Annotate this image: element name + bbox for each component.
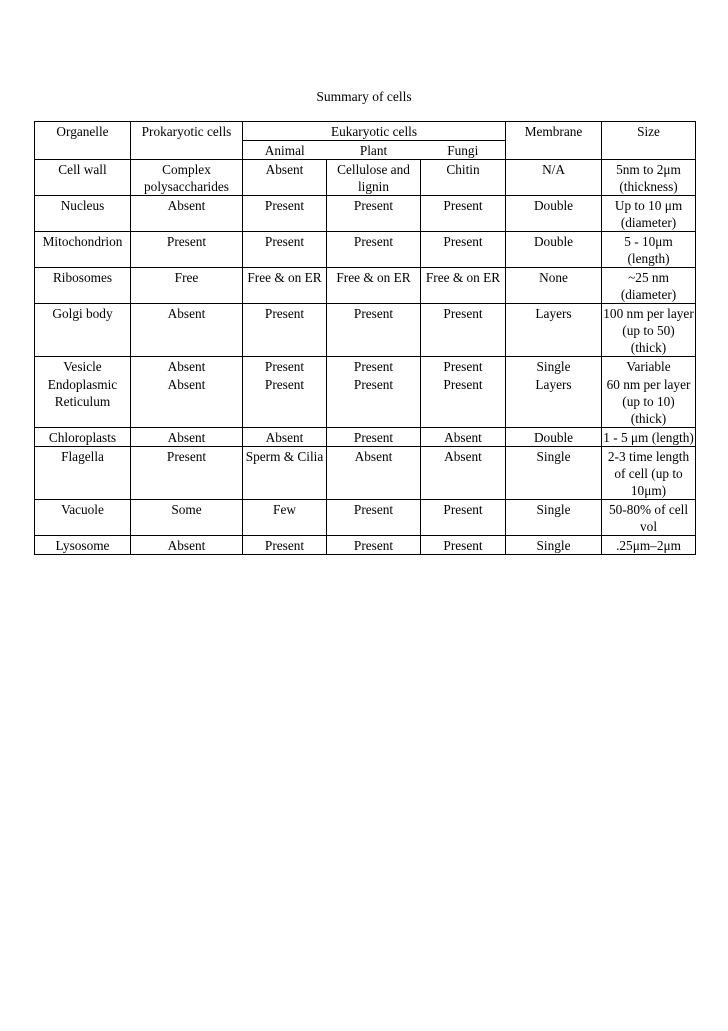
cell-plant: Present (327, 232, 421, 268)
cell-fungi: Present (421, 375, 506, 428)
cell-plant: Present (327, 196, 421, 232)
cell-membrane: Single (506, 447, 602, 500)
cell-membrane: Layers (506, 375, 602, 428)
header-size: Size (602, 122, 696, 160)
cell-membrane: N/A (506, 160, 602, 196)
summary-table (34, 121, 696, 555)
header-plant: Plant (327, 141, 421, 160)
cell-animal: Absent (243, 428, 327, 447)
cell-animal: Few (243, 500, 327, 536)
header-prokaryotic: Prokaryotic cells (131, 122, 243, 160)
cell-organelle: Ribosomes (35, 268, 131, 304)
table-body (35, 122, 696, 555)
table-row (35, 304, 696, 357)
table-row (35, 268, 696, 304)
header-row-1 (35, 122, 696, 141)
cell-plant: Present (327, 536, 421, 555)
cell-size: .25μm–2μm (602, 536, 696, 555)
cell-plant: Free & on ER (327, 268, 421, 304)
cell-fungi: Chitin (421, 160, 506, 196)
table-row (35, 160, 696, 196)
cell-animal: Absent (243, 160, 327, 196)
cell-size: ~25 nm (diameter) (602, 268, 696, 304)
cell-prokaryotic: Present (131, 232, 243, 268)
header-fungi: Fungi (421, 141, 506, 160)
cell-size: Variable (602, 357, 696, 376)
cell-organelle: Vesicle (35, 357, 131, 376)
cell-membrane: Single (506, 357, 602, 376)
cell-membrane: Single (506, 536, 602, 555)
cell-fungi: Present (421, 232, 506, 268)
header-animal: Animal (243, 141, 327, 160)
cell-size: 5 - 10μm (length) (602, 232, 696, 268)
cell-fungi: Free & on ER (421, 268, 506, 304)
cell-animal: Sperm & Cilia (243, 447, 327, 500)
cell-organelle: Nucleus (35, 196, 131, 232)
cell-membrane: Double (506, 196, 602, 232)
cell-animal: Free & on ER (243, 268, 327, 304)
cell-size: 1 - 5 μm (length) (602, 428, 696, 447)
cell-plant: Cellulose and lignin (327, 160, 421, 196)
cell-prokaryotic: Absent (131, 357, 243, 376)
cell-fungi: Absent (421, 447, 506, 500)
table-row (35, 232, 696, 268)
cell-organelle: Lysosome (35, 536, 131, 555)
header-membrane: Membrane (506, 122, 602, 160)
cell-prokaryotic: Absent (131, 428, 243, 447)
cell-animal: Present (243, 232, 327, 268)
cell-membrane: Double (506, 232, 602, 268)
cell-fungi: Present (421, 536, 506, 555)
table-row (35, 428, 696, 447)
cell-plant: Present (327, 375, 421, 428)
cell-animal: Present (243, 357, 327, 376)
cell-organelle: Vacuole (35, 500, 131, 536)
cell-fungi: Present (421, 196, 506, 232)
cell-size: 100 nm per layer (up to 50) (thick) (602, 304, 696, 357)
table-row (35, 196, 696, 232)
cell-organelle: Golgi body (35, 304, 131, 357)
cell-prokaryotic: Present (131, 447, 243, 500)
cell-membrane: Double (506, 428, 602, 447)
cell-prokaryotic: Absent (131, 536, 243, 555)
cell-membrane: Single (506, 500, 602, 536)
cell-fungi: Present (421, 357, 506, 376)
cell-plant: Present (327, 428, 421, 447)
header-eukaryotic: Eukaryotic cells (243, 122, 506, 141)
cell-fungi: Present (421, 304, 506, 357)
cell-size: 5nm to 2μm (thickness) (602, 160, 696, 196)
page-title: Summary of cells (316, 89, 412, 104)
table-row (35, 536, 696, 555)
cell-size: 2-3 time length of cell (up to 10μm) (602, 447, 696, 500)
cell-organelle: Endoplasmic Reticulum (35, 375, 131, 428)
cell-prokaryotic: Absent (131, 304, 243, 357)
cell-animal: Present (243, 375, 327, 428)
table-row (35, 375, 696, 428)
cell-fungi: Present (421, 500, 506, 536)
cell-animal: Present (243, 304, 327, 357)
cell-plant: Present (327, 304, 421, 357)
header-organelle: Organelle (35, 122, 131, 160)
cell-prokaryotic: Some (131, 500, 243, 536)
table-row (35, 447, 696, 500)
cell-organelle: Chloroplasts (35, 428, 131, 447)
cell-animal: Present (243, 536, 327, 555)
cell-prokaryotic: Free (131, 268, 243, 304)
cell-fungi: Absent (421, 428, 506, 447)
table-row (35, 357, 696, 376)
cell-organelle: Mitochondrion (35, 232, 131, 268)
cell-organelle: Cell wall (35, 160, 131, 196)
cell-size: 50-80% of cell vol (602, 500, 696, 536)
cell-prokaryotic: Absent (131, 196, 243, 232)
cell-organelle: Flagella (35, 447, 131, 500)
cell-plant: Present (327, 500, 421, 536)
cell-size: 60 nm per layer (up to 10) (thick) (602, 375, 696, 428)
cell-prokaryotic: Complex polysaccharides (131, 160, 243, 196)
cell-membrane: None (506, 268, 602, 304)
cell-plant: Present (353, 359, 394, 374)
table-row (35, 500, 696, 536)
cell-membrane: Layers (506, 304, 602, 357)
cell-prokaryotic: Absent (131, 375, 243, 428)
cell-animal: Present (243, 196, 327, 232)
cell-size: Up to 10 μm (diameter) (602, 196, 696, 232)
cell-plant: Absent (327, 447, 421, 500)
